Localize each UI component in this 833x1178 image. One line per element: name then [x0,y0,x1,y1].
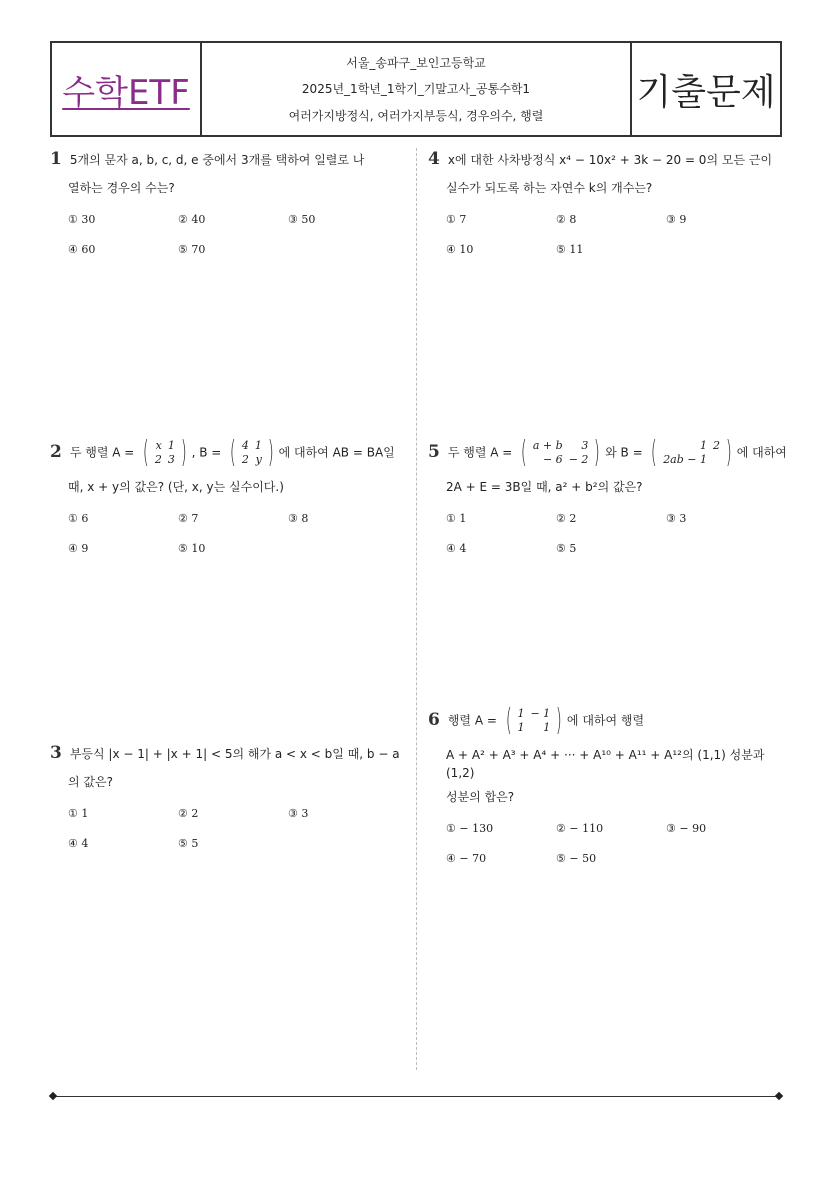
question-2 [50,435,400,558]
choice-2[interactable]: ② − 110 [556,822,604,835]
choice-4[interactable]: ④ − 70 [446,852,487,865]
question-number: 2 [50,441,62,462]
question-1 [50,150,400,259]
choice-5[interactable]: ⑤ 10 [178,542,206,555]
question-number: 5 [428,441,440,462]
answer-choices [50,510,400,558]
matrix-cell: 2 [713,439,720,452]
question-number: 6 [428,709,440,730]
choice-1[interactable]: ① − 130 [446,822,494,835]
question-3 [50,744,400,853]
matrix-cell: 4 [241,439,249,452]
question-text: x에 대한 사차방정식 x⁴ − 10x² + 3k − 20 = 0의 모든 근이 [447,153,773,167]
choice-2[interactable]: ② 2 [556,512,577,525]
matrix-cell: a + b [532,439,563,452]
question-text-line2: 열하는 경우의 수는? [68,181,175,195]
choice-4[interactable]: ④ 60 [68,243,96,256]
choice-4[interactable]: ④ 4 [446,542,467,555]
choice-3[interactable]: ③ 9 [666,213,687,226]
exam-header [50,41,782,137]
choice-1[interactable]: ① 1 [68,807,89,820]
question-text-post: 에 대하여 행렬 [566,713,645,728]
matrix-b: ( 1 2 2ab − 1 ) [651,435,732,470]
matrix-cell: 3 [581,439,589,452]
question-6 [428,703,788,868]
matrix-cell: 1 [517,707,525,720]
choice-5[interactable]: ⑤ 11 [556,243,584,256]
question-text-post: 에 대하여 AB = BA일 [278,445,395,460]
matrix-b: ( 4 1 2 y ) [230,435,274,470]
footer-left-diamond [49,1092,57,1100]
choice-4[interactable]: ④ 9 [68,542,89,555]
question-5 [428,435,788,558]
matrix-cell: y [255,453,262,466]
question-4 [428,150,788,259]
question-text-pre: 두 행렬 A = [447,445,513,460]
matrix-cell: 1 [254,439,262,452]
question-text-line2: 2A + E = 3B일 때, a² + b²의 값은? [446,480,643,494]
question-text-post: 에 대하여 [736,445,787,460]
answer-choices [428,820,788,868]
question-text-mid: 와 B = [605,445,643,460]
question-text-line2: 때, x + y의 값은? (단, x, y는 실수이다.) [68,480,284,494]
answer-choices [428,510,788,558]
question-text-line2: 실수가 되도록 하는 자연수 k의 개수는? [446,181,653,195]
question-text-pre: 두 행렬 A = [69,445,135,460]
question-text-line3: 성분의 합은? [446,790,515,804]
answer-choices [50,805,400,853]
answer-choices [428,211,788,259]
matrix-cell: x [155,439,162,452]
choice-2[interactable]: ② 7 [178,512,199,525]
choice-2[interactable]: ② 2 [178,807,199,820]
school-name: 서울_송파구_보인고등학교 [346,55,486,70]
matrix-cell: − 6 [542,453,563,466]
choice-1[interactable]: ① 30 [68,213,96,226]
choice-3[interactable]: ③ 3 [666,512,687,525]
matrix-a: ( x 1 2 3 ) [143,435,187,470]
choice-3[interactable]: ③ 8 [288,512,309,525]
choice-4[interactable]: ④ 10 [446,243,474,256]
footer-right-diamond [775,1092,783,1100]
question-number: 3 [50,743,62,763]
choice-3[interactable]: ③ 3 [288,807,309,820]
matrix-cell: 1 [167,439,175,452]
question-number: 4 [428,149,440,169]
choice-4[interactable]: ④ 4 [68,837,89,850]
question-text-line2: A + A² + A³ + A⁴ + ··· + A¹⁰ + A¹¹ + A¹²의 (1,1) 성분과 (1,2) [446,748,765,780]
question-text-pre: 행렬 A = [447,713,497,728]
choice-1[interactable]: ① 7 [446,213,467,226]
column-divider [416,148,417,1070]
exam-title: 2025년_1학년_1학기_기말고사_공통수학1 [301,82,531,97]
matrix-cell: 2ab − 1 [663,453,707,466]
logo-text: 수학ETF [62,72,190,113]
matrix-cell: 2 [241,453,249,466]
question-text-mid: , B = [191,445,222,460]
exam-topics: 여러가지방정식, 여러가지부등식, 경우의수, 행렬 [288,109,544,124]
matrix-a: ( a + b 3 − 6 − 2 ) [521,435,601,470]
logo [52,43,202,135]
question-text-line2: 의 값은? [68,775,113,789]
choice-1[interactable]: ① 6 [68,512,89,525]
choice-3[interactable]: ③ − 90 [666,822,707,835]
question-text: 5개의 문자 a, b, c, d, e 중에서 3개를 택하여 일렬로 나 [69,153,365,167]
choice-5[interactable]: ⑤ 5 [556,542,577,555]
footer-rule [52,1096,780,1097]
question-text: 부등식 |x − 1| + |x + 1| < 5의 해가 a < x < b일 때, b − a [69,747,400,761]
answer-choices [50,211,400,259]
choice-5[interactable]: ⑤ 5 [178,837,199,850]
matrix-cell: 3 [167,453,175,466]
matrix-cell: − 1 [530,707,551,720]
matrix-cell: 1 [700,439,707,452]
matrix-cell: 1 [543,721,551,734]
choice-3[interactable]: ③ 50 [288,213,316,226]
matrix-cell: 1 [517,721,525,734]
choice-1[interactable]: ① 1 [446,512,467,525]
choice-5[interactable]: ⑤ − 50 [556,852,597,865]
choice-5[interactable]: ⑤ 70 [178,243,206,256]
question-number: 1 [50,149,62,169]
choice-2[interactable]: ② 8 [556,213,577,226]
exam-info [202,43,632,135]
matrix-cell [710,453,723,467]
matrix-cell: − 2 [568,453,589,466]
matrix-cell: 2 [154,453,162,466]
choice-2[interactable]: ② 40 [178,213,206,226]
matrix-a: ( 1 − 1 1 1 ) [505,703,562,738]
document-kind: 기출문제 [636,71,776,113]
